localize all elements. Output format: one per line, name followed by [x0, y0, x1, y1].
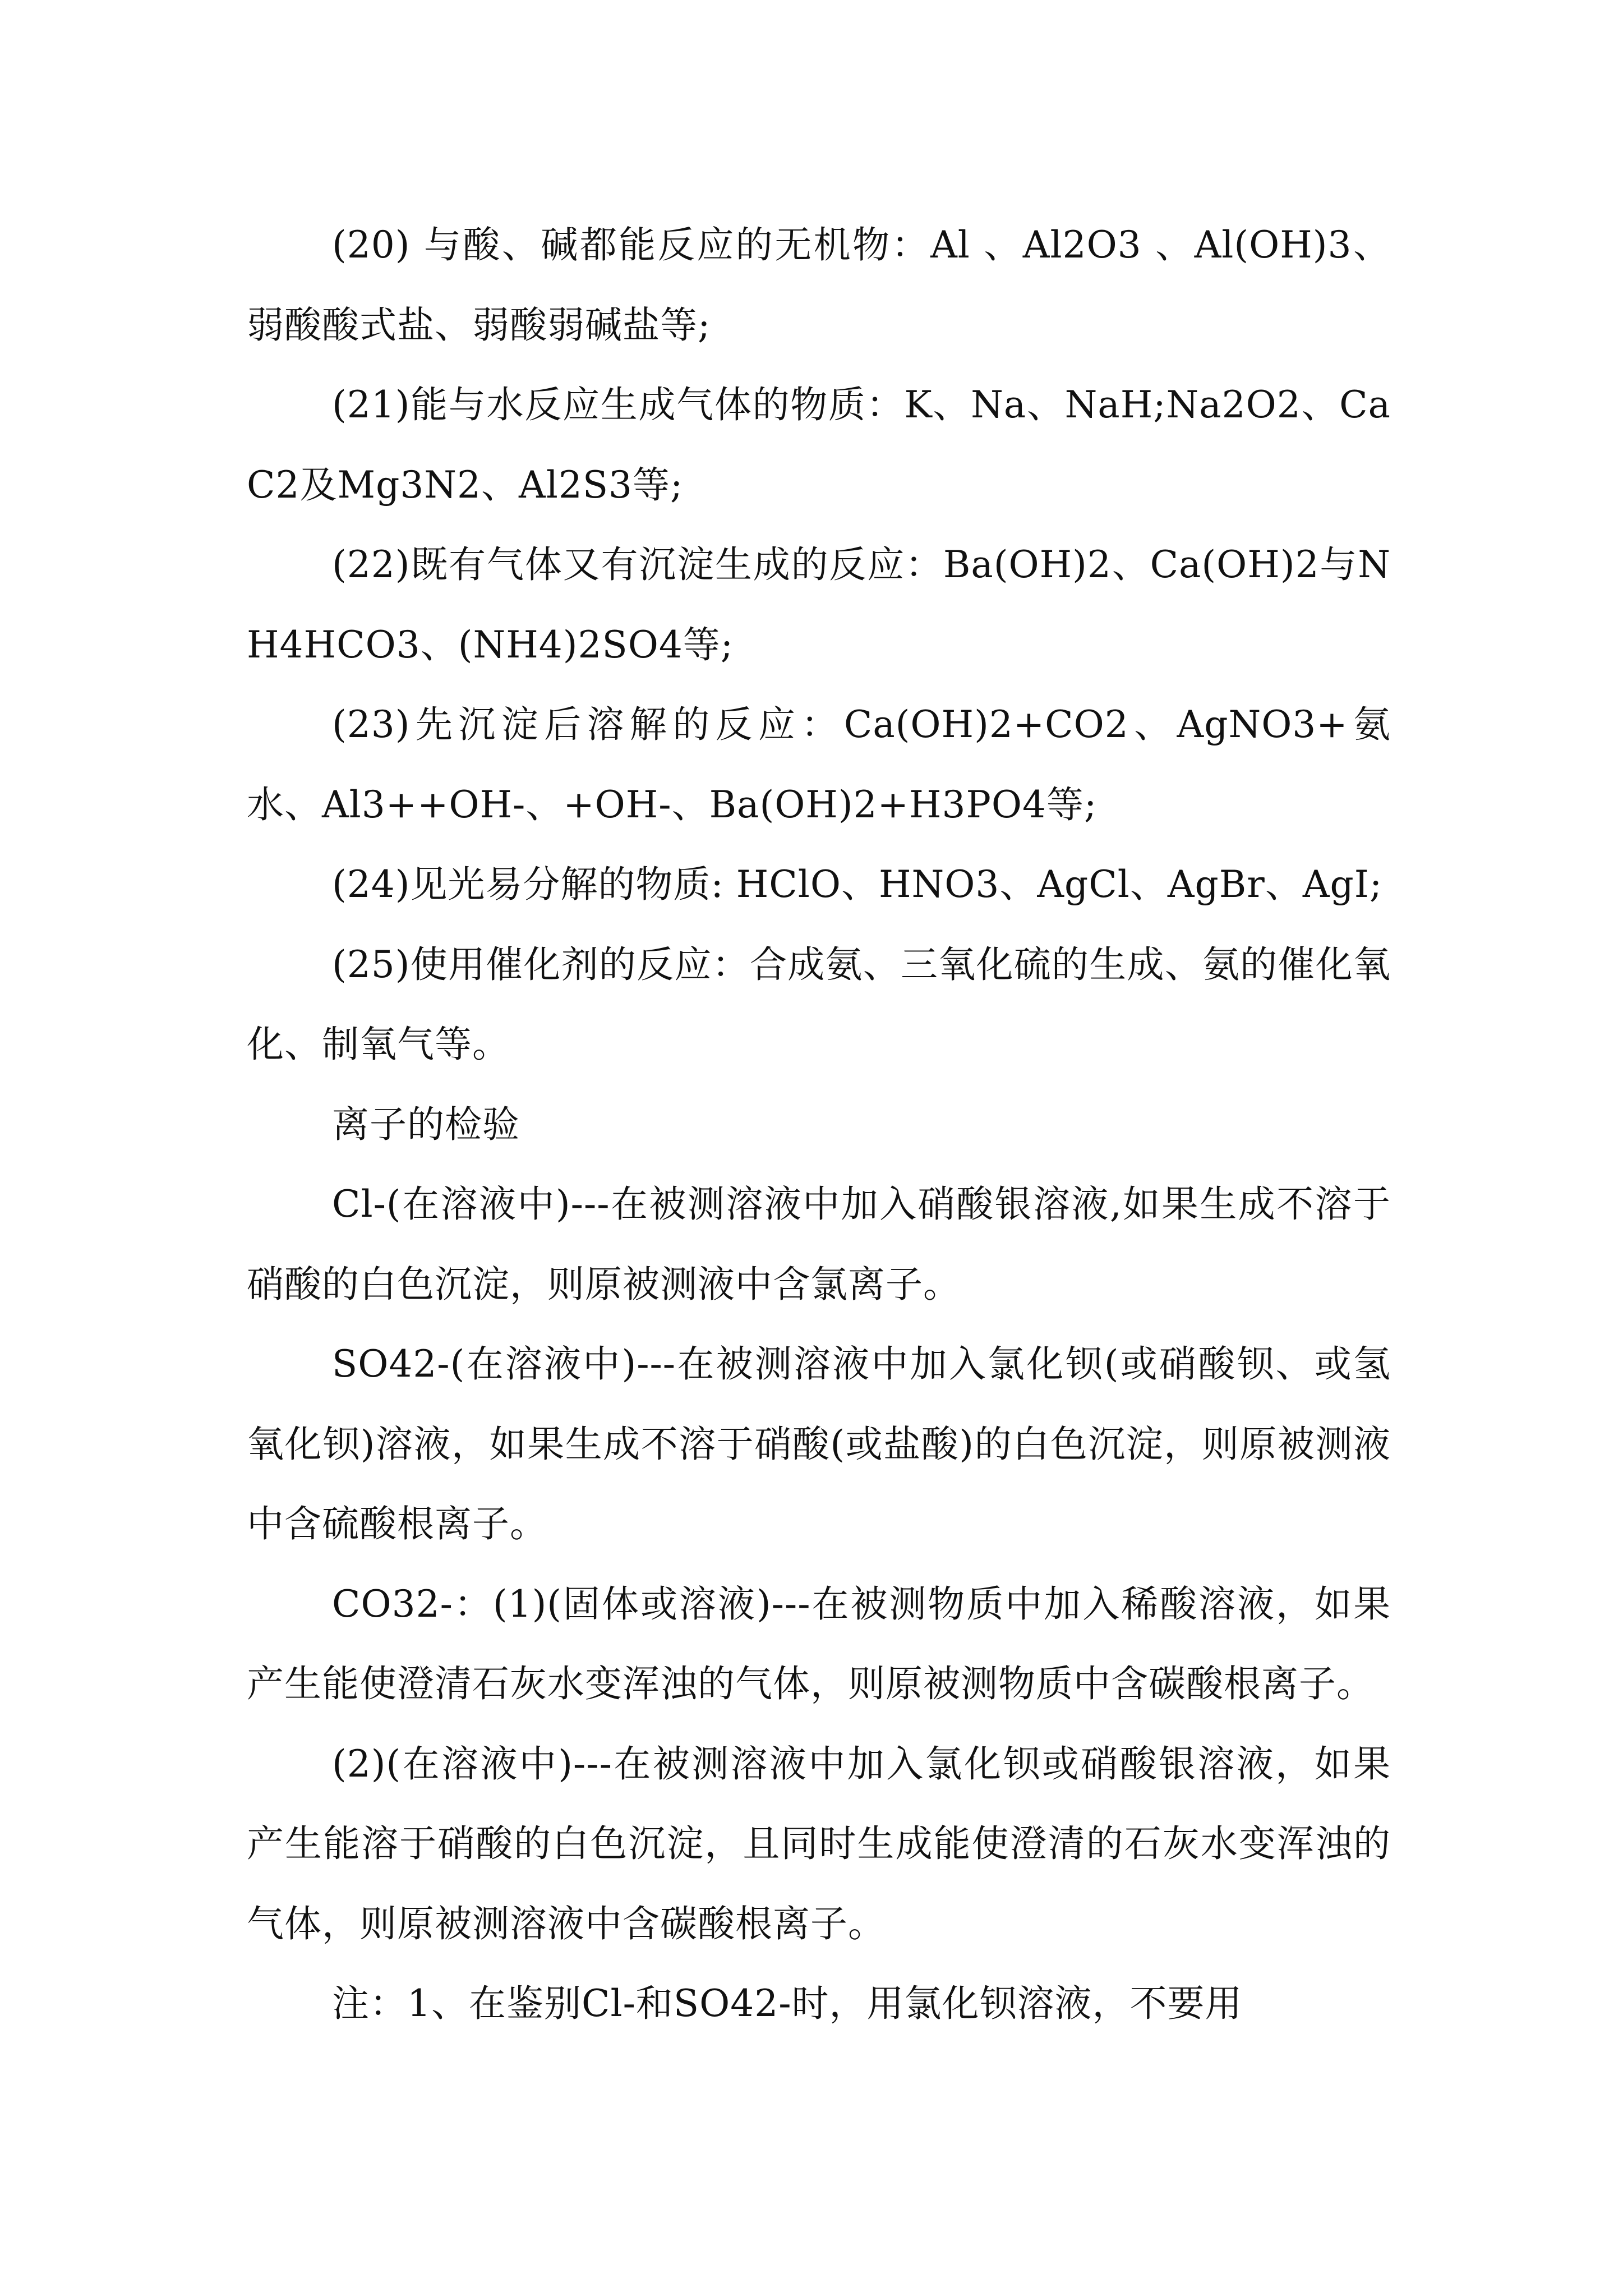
paragraph-chloride-test: Cl-(在溶液中)---在被测溶液中加入硝酸银溶液,如果生成不溶于硝酸的白色沉淀，则原被测液中含氯离子。 [247, 1182, 1391, 1306]
paragraph-carbonate-test-1: CO32-：(1)(固体或溶液)---在被测物质中加入稀酸溶液，如果产生能使澄清石灰水变浑浊的气体，则原被测物质中含碳酸根离子。 [247, 1582, 1391, 1705]
paragraph-gas-with-water: (21)能与水反应生成气体的物质：K、Na、NaH;Na2O2、CaC2及Mg3N2、Al2S3等; [247, 383, 1391, 507]
paragraph-sulfate-test: SO42-(在溶液中)---在被测溶液中加入氯化钡(或硝酸钡、或氢氧化钡)溶液，如果生成不溶于硝酸(或盐酸)的白色沉淀，则原被测液中含硫酸根离子。 [247, 1342, 1391, 1545]
section-heading-ion-tests: 离子的检验 [332, 1102, 520, 1146]
paragraph-gas-and-precipitate: (22)既有气体又有沉淀生成的反应：Ba(OH)2、Ca(OH)2与NH4HCO3、(NH4)2SO4等; [247, 543, 1391, 666]
paragraph-amphoteric-substances: (20) 与酸、碱都能反应的无机物：Al 、Al2O3 、Al(OH)3、弱酸酸式盐、弱酸弱碱盐等; [247, 223, 1391, 347]
paragraph-carbonate-test-2: (2)(在溶液中)---在被测溶液中加入氯化钡或硝酸银溶液，如果产生能溶于硝酸的白色沉淀，且同时生成能使澄清的石灰水变浑浊的气体，则原被测溶液中含碳酸根离子。 [247, 1742, 1391, 1945]
paragraph-note: 注：1、在鉴别Cl-和SO42-时，用氯化钡溶液，不要用 [332, 1982, 1243, 2025]
paragraph-catalyst-reactions: (25)使用催化剂的反应：合成氨、三氧化硫的生成、氨的催化氧化、制氧气等。 [247, 942, 1391, 1066]
paragraph-light-decomposition: (24)见光易分解的物质: HClO、HNO3、AgCl、AgBr、AgI; [332, 863, 1383, 906]
paragraph-precipitate-then-dissolve: (23)先沉淀后溶解的反应：Ca(OH)2+CO2、AgNO3+氨水、Al3++OH-、+OH-、Ba(OH)2+H3PO4等; [247, 703, 1391, 826]
document-body [247, 205, 1391, 2044]
